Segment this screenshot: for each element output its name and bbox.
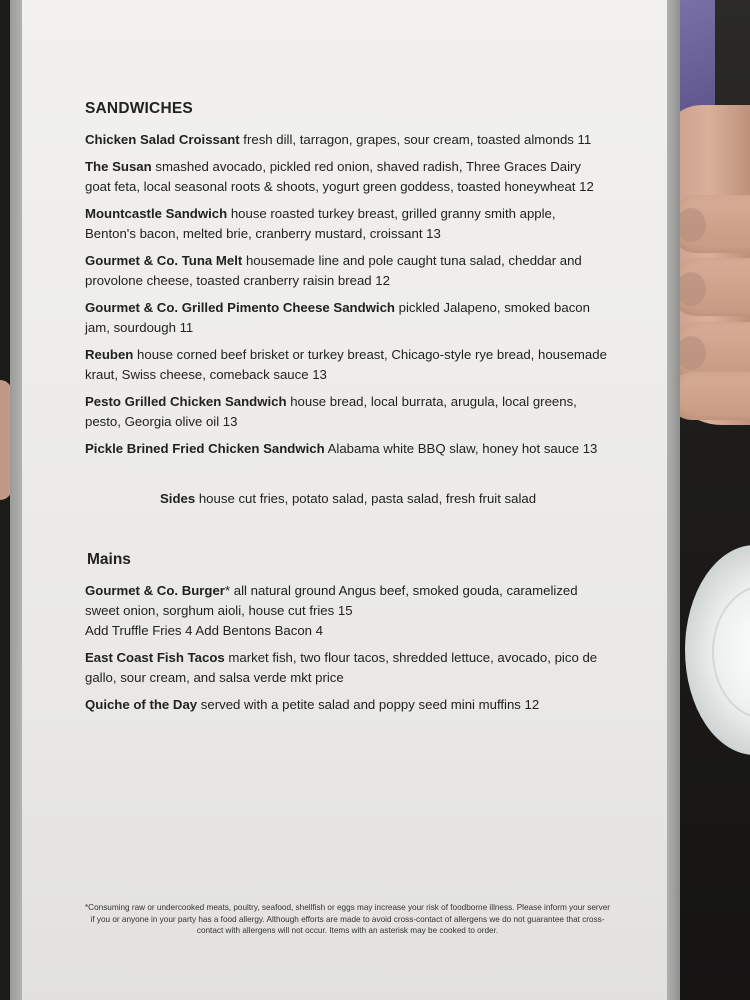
item-description: Alabama white BBQ slaw, honey hot sauce 13 (324, 441, 598, 456)
sandwiches-heading: SANDWICHES (85, 100, 193, 117)
item-name: Quiche of the Day (85, 697, 198, 712)
item-description: served with a petite salad and poppy seed mini muffins 12 (197, 697, 540, 712)
menu-item (85, 345, 610, 385)
item-name: Chicken Salad Croissant (85, 132, 240, 147)
item-description: pickled Jalapeno, smoked bacon jam, sourdough 11 (85, 300, 590, 335)
menu-item (85, 251, 610, 291)
item-name: The Susan (85, 159, 152, 174)
item-name: Gourmet & Co. Tuna Melt (85, 253, 243, 268)
mains-heading: Mains (87, 551, 131, 568)
item-description: * all natural ground Angus beef, smoked gouda, caramelized sweet onion, sorghum aioli, house cut fries 15 (85, 583, 578, 618)
item-description: fresh dill, tarragon, grapes, sour cream, toasted almonds 11 (239, 132, 592, 147)
item-description: house corned beef brisket or turkey breast, Chicago-style rye bread, housemade kraut, Swiss cheese, comeback sauce 13 (85, 347, 607, 382)
allergen-disclaimer: *Consuming raw or undercooked meats, poultry, seafood, shellfish or eggs may increase your risk of foodborne illness. Please inform your server if you or anyone in your party has a food allergy. Although efforts are made to avoid cross-contact of allergens we do not guarantee that cross-contact with allergens will not occur. Items with an asterisk may be cooked to order. (85, 903, 611, 935)
menu-item (85, 392, 610, 432)
fingernail (676, 272, 706, 306)
item-description: market fish, two flour tacos, shredded lettuce, avocado, pico de gallo, sour cream, and salsa verde mkt price (85, 650, 598, 685)
item-name: Reuben (85, 347, 134, 362)
item-name: Pickle Brined Fried Chicken Sandwich (85, 441, 325, 456)
item-name: East Coast Fish Tacos (85, 650, 225, 665)
sides-label: Sides (160, 491, 196, 506)
item-name: Gourmet & Co. Grilled Pimento Cheese Sandwich (85, 300, 395, 315)
sides-text: house cut fries, potato salad, pasta salad, fresh fruit salad (195, 491, 537, 506)
item-name: Pesto Grilled Chicken Sandwich (85, 394, 287, 409)
menu-item (85, 648, 610, 688)
menu-item (85, 695, 610, 715)
menu-item (85, 581, 610, 641)
menu-item (85, 157, 610, 197)
menu-item (85, 204, 610, 244)
menu-content (85, 100, 610, 722)
fingernail (676, 208, 706, 242)
finger (668, 372, 750, 420)
sides-line (160, 489, 610, 509)
menu-item (85, 298, 610, 338)
item-description: smashed avocado, pickled red onion, shaved radish, Three Graces Dairy goat feta, local seasonal roots & shoots, yogurt green goddess, toasted honeywheat 12 (85, 159, 594, 194)
fingernail (676, 336, 706, 370)
item-description: house bread, local burrata, arugula, local greens, pesto, Georgia olive oil 13 (85, 394, 577, 429)
menu-item (85, 439, 610, 459)
item-name: Gourmet & Co. Burger (85, 583, 225, 598)
item-addons: Add Truffle Fries 4 Add Bentons Bacon 4 (85, 623, 324, 638)
item-description: house roasted turkey breast, grilled granny smith apple, Benton's bacon, melted brie, cranberry mustard, croissant 13 (85, 206, 556, 241)
item-description: housemade line and pole caught tuna salad, cheddar and provolone cheese, toasted cranberry raisin bread 12 (85, 253, 582, 288)
item-name: Mountcastle Sandwich (85, 206, 228, 221)
menu-item (85, 130, 610, 150)
